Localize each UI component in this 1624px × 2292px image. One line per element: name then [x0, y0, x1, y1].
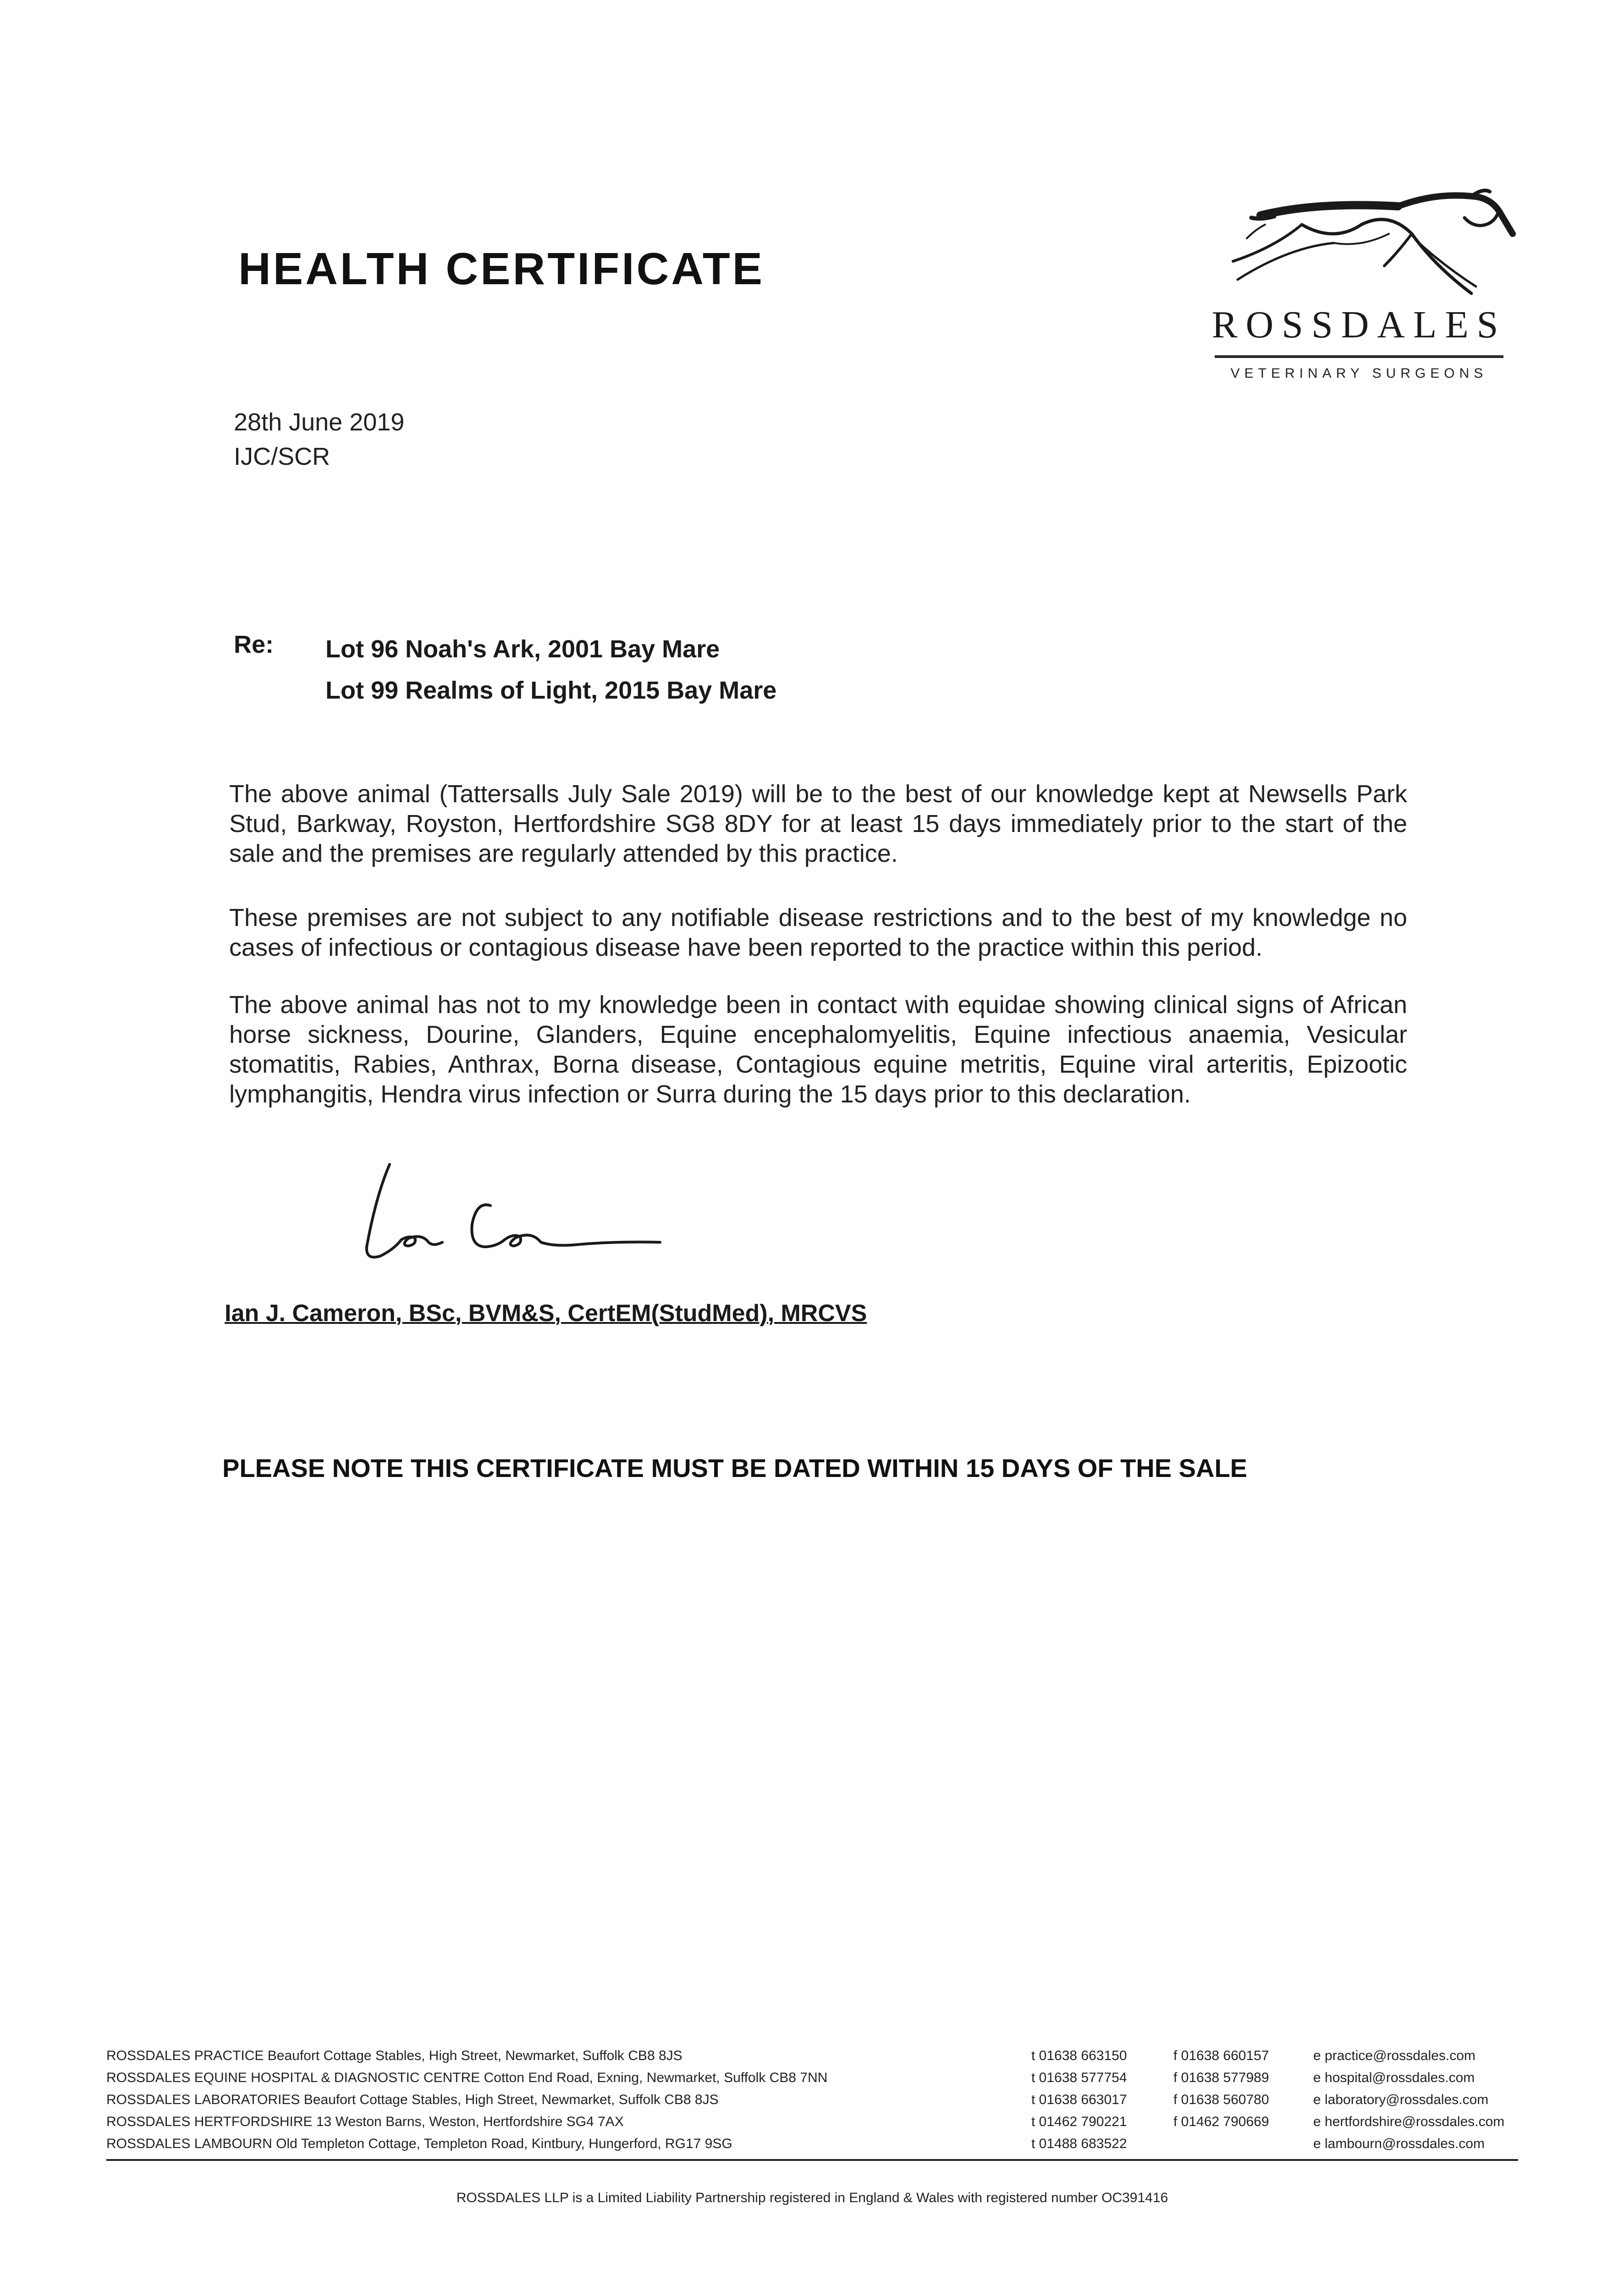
page-title: HEALTH CERTIFICATE	[238, 243, 765, 294]
subject-label: Re:	[234, 631, 274, 658]
footer-branch-name: ROSSDALES PRACTICE	[106, 2048, 264, 2063]
document-date: 28th June 2019	[234, 408, 405, 436]
footer-address: Old Templeton Cottage, Templeton Road, Kintbury, Hungerford, RG17 9SG	[276, 2136, 732, 2151]
footer-address: Cotton End Road, Exning, Newmarket, Suffolk CB8 7NN	[484, 2070, 828, 2085]
footer-tel: t 01638 663150	[1031, 2048, 1127, 2063]
dating-notice: PLEASE NOTE THIS CERTIFICATE MUST BE DATED WITHIN 15 DAYS OF THE SALE	[222, 1454, 1248, 1482]
footer-email: e laboratory@rossdales.com	[1313, 2092, 1489, 2107]
footer-tel: t 01462 790221	[1031, 2114, 1127, 2129]
footer-tel: t 01488 683522	[1031, 2136, 1127, 2151]
footer-row	[106, 2136, 732, 2152]
footer-address: 13 Weston Barns, Weston, Hertfordshire SG4 7AX	[316, 2114, 624, 2129]
body-paragraph: These premises are not subject to any notifiable disease restrictions and to the best of my knowledge no cases of infectious or contagious disease have been reported to the practice within this period.	[229, 904, 1407, 961]
document-reference: IJC/SCR	[234, 443, 330, 470]
footer-row	[106, 2048, 683, 2064]
rossdales-logo	[1196, 174, 1517, 394]
footer-address: Beaufort Cottage Stables, High Street, Newmarket, Suffolk CB8 8JS	[267, 2048, 683, 2063]
footer-tel: t 01638 663017	[1031, 2092, 1127, 2107]
footer-email: e hertfordshire@rossdales.com	[1313, 2114, 1505, 2129]
footer-row	[106, 2092, 719, 2108]
horse-icon	[1196, 174, 1517, 303]
footer-branch-name: ROSSDALES HERTFORDSHIRE	[106, 2114, 313, 2129]
footer-branch-name: ROSSDALES LABORATORIES	[106, 2092, 300, 2107]
logo-rule	[1215, 355, 1503, 358]
logo-wordmark: ROSSDALES	[1211, 303, 1507, 346]
footer-row	[106, 2114, 624, 2130]
footer-fax: f 01462 790669	[1173, 2114, 1269, 2129]
signature-image	[339, 1155, 697, 1274]
logo-subtitle: VETERINARY SURGEONS	[1230, 366, 1488, 381]
footer-branch-name: ROSSDALES LAMBOURN	[106, 2136, 272, 2151]
footer-row	[106, 2070, 827, 2086]
footer-address: Beaufort Cottage Stables, High Street, Newmarket, Suffolk CB8 8JS	[303, 2092, 719, 2107]
footer-legal: ROSSDALES LLP is a Limited Liability Partnership registered in England & Wales with registered number OC391416	[456, 2190, 1168, 2205]
signatory-name: Ian J. Cameron, BSc, BVM&S, CertEM(StudMed), MRCVS	[225, 1300, 867, 1327]
footer-branch-name: ROSSDALES EQUINE HOSPITAL & DIAGNOSTIC CENTRE	[106, 2070, 480, 2085]
footer-divider	[106, 2159, 1518, 2161]
footer-fax: f 01638 660157	[1173, 2048, 1269, 2063]
subject-lot: Lot 96 Noah's Ark, 2001 Bay Mare	[325, 635, 720, 663]
footer-fax: f 01638 577989	[1173, 2070, 1269, 2085]
footer-email: e hospital@rossdales.com	[1313, 2070, 1475, 2085]
footer-email: e lambourn@rossdales.com	[1313, 2136, 1485, 2151]
footer-email: e practice@rossdales.com	[1313, 2048, 1475, 2063]
subject-lot: Lot 99 Realms of Light, 2015 Bay Mare	[325, 677, 777, 704]
body-paragraph: The above animal has not to my knowledge been in contact with equidae showing clinical signs of African horse sickness, Dourine, Glanders, Equine encephalomyelitis, Equine infectious anaemia, Vesicular stomatitis, Rabies, Anthrax, Borna disease, Contagious equine metritis, Equine viral arteritis, Epizootic lymphangitis, Hendra virus infection or Surra during the 15 days prior to this declaration.	[229, 991, 1407, 1108]
body-paragraph: The above animal (Tattersalls July Sale 2019) will be to the best of our knowledge kept at Newsells Park Stud, Barkway, Royston, Hertfordshire SG8 8DY for at least 15 days immediately prior to the start of the sale and the premises are regularly attended by this practice.	[229, 780, 1407, 867]
footer-fax: f 01638 560780	[1173, 2092, 1269, 2107]
footer-tel: t 01638 577754	[1031, 2070, 1127, 2085]
